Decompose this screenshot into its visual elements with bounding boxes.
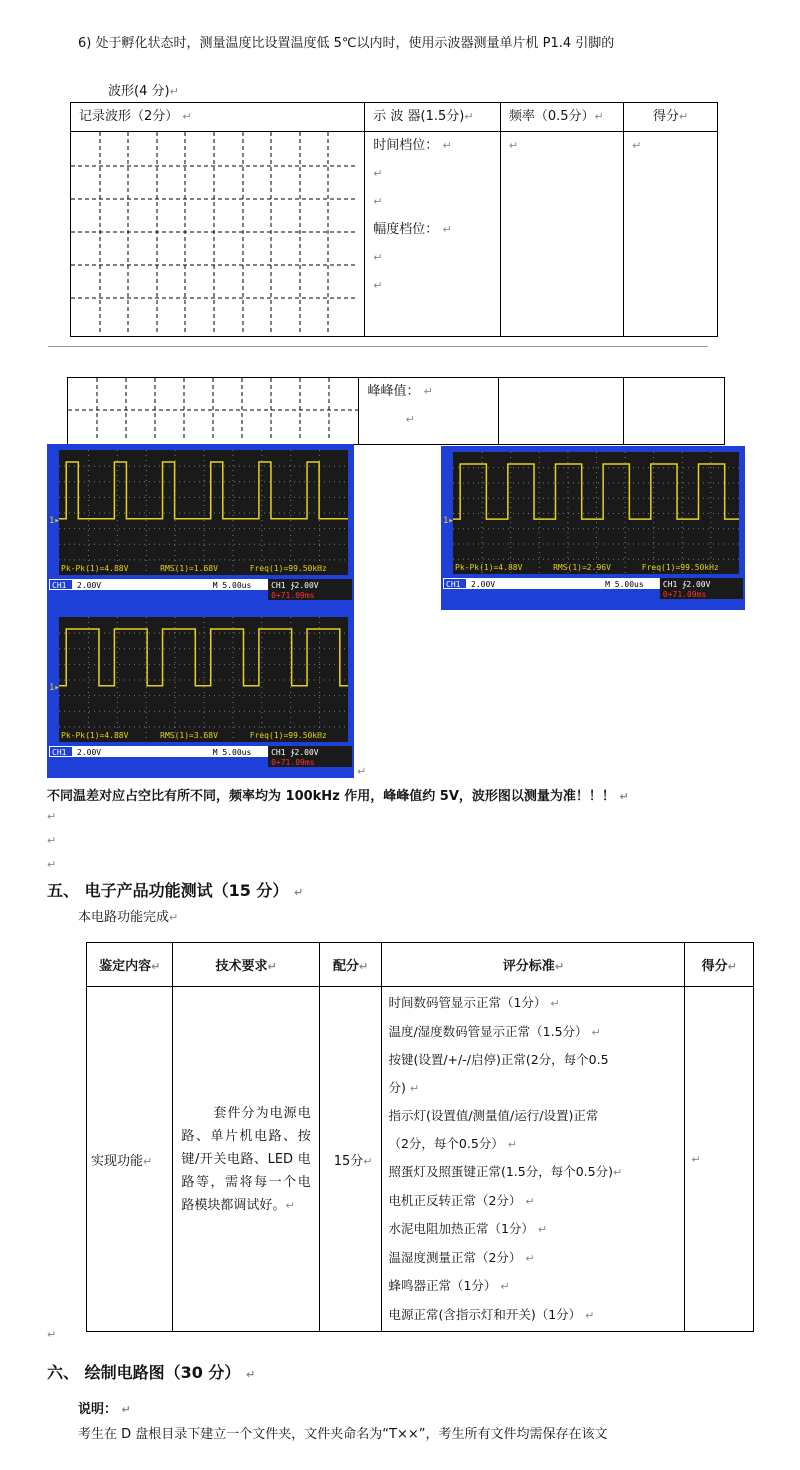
section-5-title: 五、 电子产品功能测试（15 分） ↵	[47, 881, 304, 900]
channel-marker: 1▸	[49, 682, 60, 693]
th-criteria: 评分标准↵	[382, 943, 685, 987]
section-5-title-text: 五、 电子产品功能测试（15 分）	[47, 881, 289, 900]
oscilloscope-3	[47, 611, 354, 782]
criteria-item: 温度/湿度数码管显示正常（1.5分） ↵	[388, 1023, 601, 1039]
td-content: 实现功能↵	[87, 987, 173, 1332]
header-record-wave-text: 记录波形（2分）	[79, 109, 179, 124]
waveform-table	[70, 102, 718, 337]
amp-setting-label: 幅度档位：	[373, 222, 439, 237]
amp-setting: 幅度档位： ↵	[373, 222, 452, 237]
section-5-subtitle: 本电路功能完成↵	[78, 910, 179, 925]
criteria-item: 按键(设置/+/-/启停)正常(2分，每个0.5	[388, 1052, 609, 1067]
header-frequency-text: 频率（0.5分）	[508, 109, 595, 124]
th-points-text: 配分	[332, 959, 359, 974]
th-content-text: 鉴定内容	[99, 959, 152, 974]
criteria-item: 照蛋灯及照蛋键正常(1.5分，每个0.5分)↵	[388, 1164, 623, 1179]
score-cell: ↵	[624, 132, 718, 337]
criteria-item: 电源正常(含指示灯和开关)（1分） ↵	[388, 1306, 595, 1322]
section-6-text: 考生在 D 盘根目录下建立一个文件夹，文件夹命名为“T××”，考生所有文件均需保存在该文	[78, 1427, 608, 1442]
oscilloscope-2-screen	[441, 446, 745, 610]
dashed-grid-2	[68, 378, 358, 440]
th-content: 鉴定内容↵	[87, 943, 173, 987]
wave-grid-cell	[71, 132, 365, 337]
trigger-level: CH1 ∱2.00V	[662, 580, 711, 589]
dashed-grid	[71, 132, 357, 332]
header-score: 得分↵	[624, 103, 718, 132]
time-setting-label: 时间档位：	[373, 138, 439, 153]
section-6-explain: 说明： ↵	[78, 1402, 131, 1417]
header-scope-text: 示 波 器(1.5分)	[373, 109, 465, 124]
channel-volts: 2.00V	[77, 748, 102, 757]
criteria-item: 时间数码管显示正常（1分） ↵	[388, 995, 560, 1010]
criteria-item: 电机正反转正常（2分） ↵	[388, 1192, 535, 1208]
channel-label: CH1	[52, 748, 67, 757]
td-points: 15分↵	[319, 987, 382, 1332]
th-points: 配分↵	[319, 943, 382, 987]
measure-rms: RMS(1)=2.96V	[553, 563, 611, 572]
td-points-text: 15分	[333, 1153, 364, 1169]
measure-rms: RMS(1)=1.68V	[160, 564, 218, 573]
criteria-item: 温湿度测量正常（2分） ↵	[388, 1249, 535, 1265]
trigger-level: CH1 ∱2.00V	[271, 581, 319, 590]
header-frequency: 频率（0.5分）↵	[500, 103, 623, 132]
channel-marker: 1▸	[49, 515, 60, 526]
measure-pkpk: Pk-Pk(1)=4.88V	[455, 563, 523, 572]
criteria-item: 水泥电阻加热正常（1分） ↵	[388, 1221, 548, 1236]
trigger-level: CH1 ∱2.00V	[271, 748, 319, 757]
measure-rms: RMS(1)=3.68V	[160, 731, 218, 740]
time-setting: 时间档位： ↵	[373, 138, 452, 153]
header-scope: 示 波 器(1.5分)↵	[365, 103, 501, 132]
peak-peak-cell: 峰峰值： ↵ ↵	[359, 378, 498, 445]
section-6-title: 六、 绘制电路图（30 分） ↵	[47, 1363, 256, 1382]
channel-volts: 2.00V	[471, 580, 496, 589]
section-6-explain-text: 说明：	[78, 1402, 118, 1417]
question-6-line2-text: 波形(4 分)	[108, 84, 170, 99]
measure-pkpk: Pk-Pk(1)=4.88V	[61, 564, 129, 573]
channel-volts: 2.00V	[77, 581, 102, 590]
th-score: 得分↵	[685, 943, 754, 987]
frequency-cell: ↵	[500, 132, 623, 337]
criteria-item: 分) ↵	[388, 1079, 420, 1095]
waveform-table-continued	[67, 377, 725, 445]
question-6-line1: 6) 处于孵化状态时，测量温度比设置温度低 5℃以内时，使用示波器测量单片机 P1.4 引脚的	[78, 36, 615, 51]
measure-pkpk: Pk-Pk(1)=4.88V	[61, 731, 129, 740]
channel-marker: 1▸	[443, 516, 454, 527]
wave-grid-cell-2	[68, 378, 359, 445]
measurement-note: 不同温差对应占空比有所不同，频率均为 100kHz 作用，峰峰值约 5V，波形图以测量为准！！！ ↵	[47, 789, 629, 804]
th-requirement: 技术要求↵	[173, 943, 319, 987]
channel-label: CH1	[446, 580, 461, 589]
measurement-note-text: 不同温差对应占空比有所不同，频率均为 100kHz 作用，峰峰值约 5V，波形图以测量为准！！！	[47, 789, 615, 804]
scope-settings-cell: 时间档位： ↵ ↵ ↵ 幅度档位： ↵ ↵ ↵	[365, 132, 501, 337]
criteria-item: 蜂鸣器正常（1分） ↵	[388, 1278, 510, 1293]
trigger-delay: 0+71.09ms	[271, 591, 315, 600]
td-score: ↵	[685, 987, 754, 1332]
oscilloscope-1	[47, 444, 354, 615]
header-score-text: 得分	[652, 109, 679, 124]
oscilloscope-3-screen	[47, 611, 354, 778]
th-criteria-text: 评分标准	[502, 959, 555, 974]
header-record-wave: 记录波形（2分） ↵	[71, 103, 365, 132]
peak-peak: 峰峰值： ↵	[367, 384, 433, 399]
timebase: M 5.00us	[605, 580, 644, 589]
th-requirement-text: 技术要求	[215, 959, 268, 974]
td-requirement: 套件分为电源电路、单片机电路、按键/开关电路、LED 电路等，需将每一个电路模块都调试好。↵	[173, 987, 319, 1332]
trigger-delay: 0+71.09ms	[662, 590, 707, 599]
th-score-text: 得分	[701, 959, 728, 974]
timebase: M 5.00us	[212, 748, 252, 757]
oscilloscope-2	[441, 446, 745, 614]
measure-freq: Freq(1)=99.50kHz	[249, 564, 327, 573]
section-6-title-text: 六、 绘制电路图（30 分）	[47, 1363, 241, 1382]
td-content-text: 实现功能	[91, 1153, 144, 1169]
function-test-table	[86, 942, 754, 1332]
peak-peak-label: 峰峰值：	[367, 384, 420, 399]
oscilloscope-1-screen	[47, 444, 354, 611]
empty-cell-score	[623, 378, 724, 445]
td-requirement-text: 套件分为电源电路、单片机电路、按键/开关电路、LED 电路等，需将每一个电路模块都调试好。	[181, 1105, 311, 1213]
empty-cell-freq	[498, 378, 623, 445]
section-5-subtitle-text: 本电路功能完成	[78, 910, 170, 925]
question-6-line2: 波形(4 分)↵	[108, 84, 179, 99]
criteria-item: 指示灯(设置值/测量值/运行/设置)正常	[388, 1108, 599, 1123]
criteria-item: （2分，每个0.5分） ↵	[388, 1135, 517, 1151]
timebase: M 5.00us	[212, 581, 252, 590]
measure-freq: Freq(1)=99.50kHz	[249, 731, 327, 740]
measure-freq: Freq(1)=99.50kHz	[641, 563, 719, 572]
td-criteria	[382, 987, 685, 1332]
channel-label: CH1	[52, 581, 67, 590]
page-break	[48, 346, 708, 347]
trigger-delay: 0+71.09ms	[271, 758, 315, 767]
